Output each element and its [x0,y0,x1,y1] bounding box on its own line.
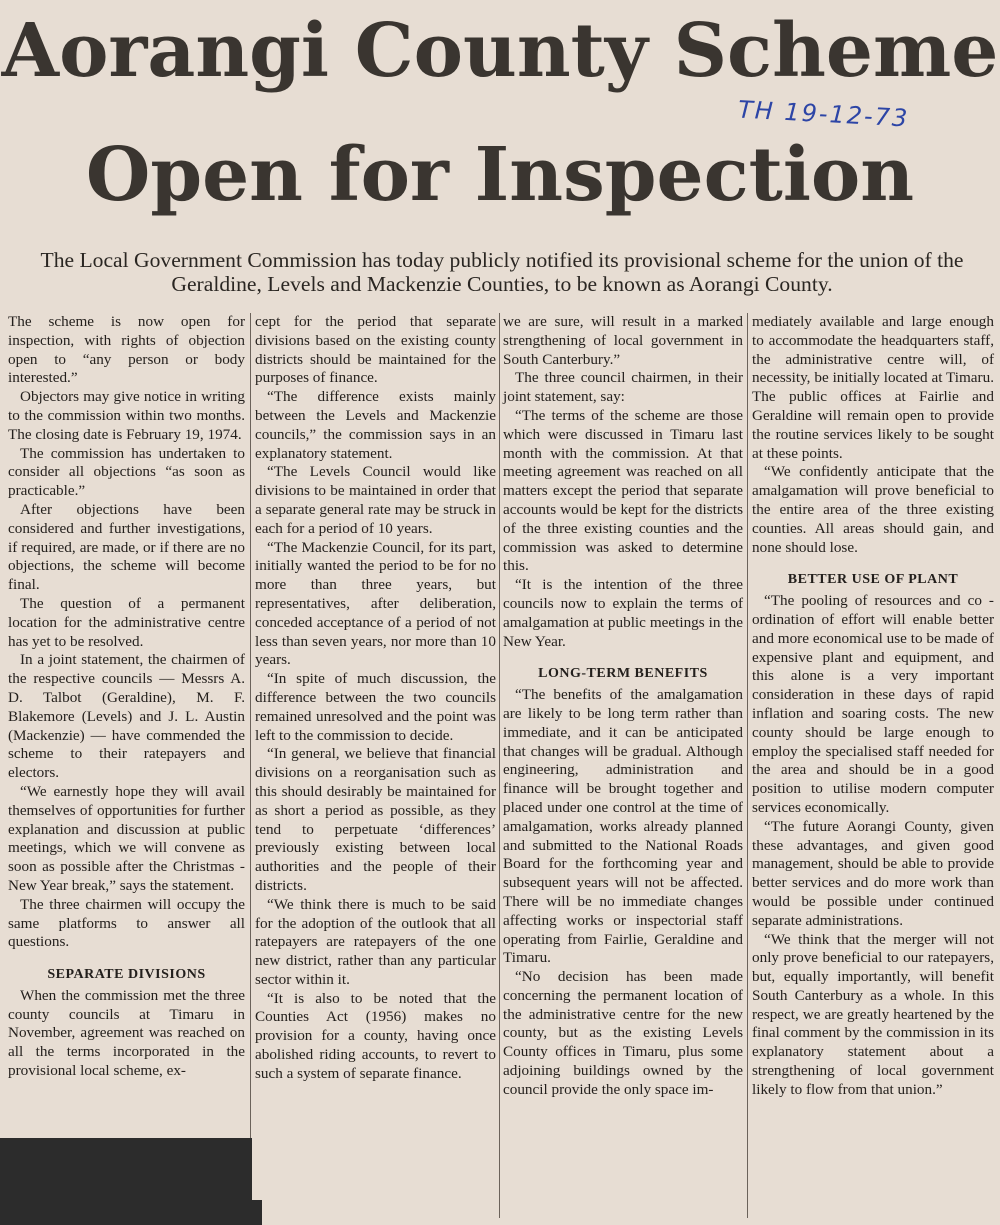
article-column-2 [255,313,496,1084]
paragraph: “The pooling of resources and co - ordination of effort will enable better and more economical use to be made of expensive plant and equipment, and this alone is a very important consideration in these days of rapid inflation and soaring costs. The new county should be large enough to employ the specialised staff needed for the area and should be in a good position to utilise modern computer services economically. [752,592,994,816]
article-deck: The Local Government Commission has today publicly notified its provisional scheme for the union of the Geraldine, Levels and Mackenzie Counties, to be known as Aorangi County. [40,248,964,296]
paragraph: “We earnestly hope they will avail themselves of opportunities for further explanation and discussion at public meetings, which we will convene as soon as possible after the Christmas - New Year break,” says the statement. [8,782,245,894]
paragraph: In a joint statement, the chairmen of the respective councils — Messrs A. D. Talbot (Geraldine), M. F. Blakemore (Levels) and J. L. Austin (Mackenzie) — have commended the scheme to their ratepayers and electors. [8,651,245,782]
column-rule [250,313,251,1138]
paragraph: “The difference exists mainly between the Levels and Mackenzie councils,” the commission says in an explanatory statement. [255,388,496,462]
handwritten-date-note: TH 19-12-73 [737,95,910,133]
paragraph: The commission has undertaken to consider all objections “as soon as practicable.” [8,444,245,500]
paragraph: “In spite of much discussion, the difference between the two councils remained unresolved and the point was left to the commission to decide. [255,670,496,744]
paragraph: “The Levels Council would like divisions to be maintained in order that a separate general rate may be struck in each for a period of 10 years. [255,463,496,537]
paragraph: “We think that the merger will not only prove beneficial to our ratepayers, but, equally importantly, will benefit South Canterbury as a whole. In this respect, we are greatly heartened by the final comment by the commission in its explanatory statement about a strengthening of local government likely to flow from that union.” [752,930,994,1098]
scan-background [0,1200,262,1225]
paragraph: we are sure, will result in a marked strengthening of local government in South Canterbury.” [503,313,743,368]
paragraph: The three council chairmen, in their joint statement, say: [503,369,743,406]
subheading-long-term-benefits: LONG-TERM BENEFITS [538,666,708,682]
paragraph: Objectors may give notice in writing to the commission within two months. The closing date is February 19, 1974. [8,388,245,443]
subheading-separate-divisions: SEPARATE DIVISIONS [47,967,206,983]
paragraph: “The benefits of the amalgamation are likely to be long term rather than immediate, and it can be anticipated that changes will be gradual. Although engineering, administration and finance will be brought together and placed under one control at the time of amalgamation, works already planned and submitted to the National Roads Board for the forthcoming year and subsequent years will not be affected. There will be no immediate changes affecting works or inspectorial staff operating from Fairlie, Geraldine and Timaru. [503,686,743,967]
article-column-4 [752,313,994,1100]
paragraph: “The terms of the scheme are those which were discussed in Timaru last month with the commission. At that meeting agreement was reached on all matters except the period that separate accounts would be kept for the districts of the three existing counties and the commission was asked to determine this. [503,406,743,575]
paragraph: “We think there is much to be said for the adoption of the outlook that all ratepayers are ratepayers of the one new district, rather than any particular sector within it. [255,895,496,988]
paragraph: cept for the period that separate divisions based on the existing county districts should be maintained for the purposes of finance. [255,313,496,387]
paragraph: mediately available and large enough to accommodate the headquarters staff, the administrative centre will, of necessity, be initially located at Timaru. The public offices at Fairlie and Geraldine will remain open to provide the routine services likely to be sought at these points. [752,313,994,462]
paragraph: The question of a permanent location for the administrative centre has yet to be resolved. [8,594,245,650]
paragraph: The three chairmen will occupy the same platforms to answer all questions. [8,895,245,951]
headline-line-2: Open for Inspection [85,132,915,218]
paragraph: When the commission met the three county councils at Timaru in November, agreement was reached on all the terms incorporated in the provisional local scheme, ex- [8,986,245,1080]
paragraph: “It is also to be noted that the Counties Act (1956) makes no provision for a county, having once abolished riding accounts, to revert to such a system of separate finance. [255,989,496,1082]
column-rule [747,313,748,1218]
column-rule [499,313,500,1218]
paragraph: “No decision has been made concerning the permanent location of the administrative centre for the new county, but as the existing Levels County offices in Timaru, plus some adjoining buildings owned by the council provide the only space im- [503,968,743,1098]
paragraph: “In general, we believe that financial divisions on a reorganisation such as this should desirably be maintained for as short a period as possible, as they tend to perpetuate ‘differences’ previously existing between local authorities and the people of their districts. [255,745,496,894]
article-column-3 [503,313,743,1100]
headline-line-1: Aorangi County Scheme [1,8,999,94]
paragraph: The scheme is now open for inspection, with rights of objection open to “any person or body interested.” [8,313,245,387]
paragraph: “We confidently anticipate that the amalgamation will prove beneficial to the entire area of the three existing counties. All areas should gain, and none should lose. [752,463,994,556]
paragraph: After objections have been considered and further investigations, if required, are made, or if there are no objections, the scheme will become final. [8,500,245,594]
paragraph: “The Mackenzie Council, for its part, initially wanted the period to be for no more than three years, but representatives, after deliberation, conceded acceptance of a period of not less than seven years, nor more than 10 years. [255,538,496,669]
article-column-1 [8,313,245,1081]
paragraph: “It is the intention of the three councils now to explain the terms of amalgamation at public meetings in the New Year. [503,576,743,650]
subheading-better-use-of-plant: BETTER USE OF PLANT [787,572,959,588]
paragraph: “The future Aorangi County, given these advantages, and given good management, should be able to provide better services and do more work than would be possible under continued separate administrations. [752,817,994,929]
